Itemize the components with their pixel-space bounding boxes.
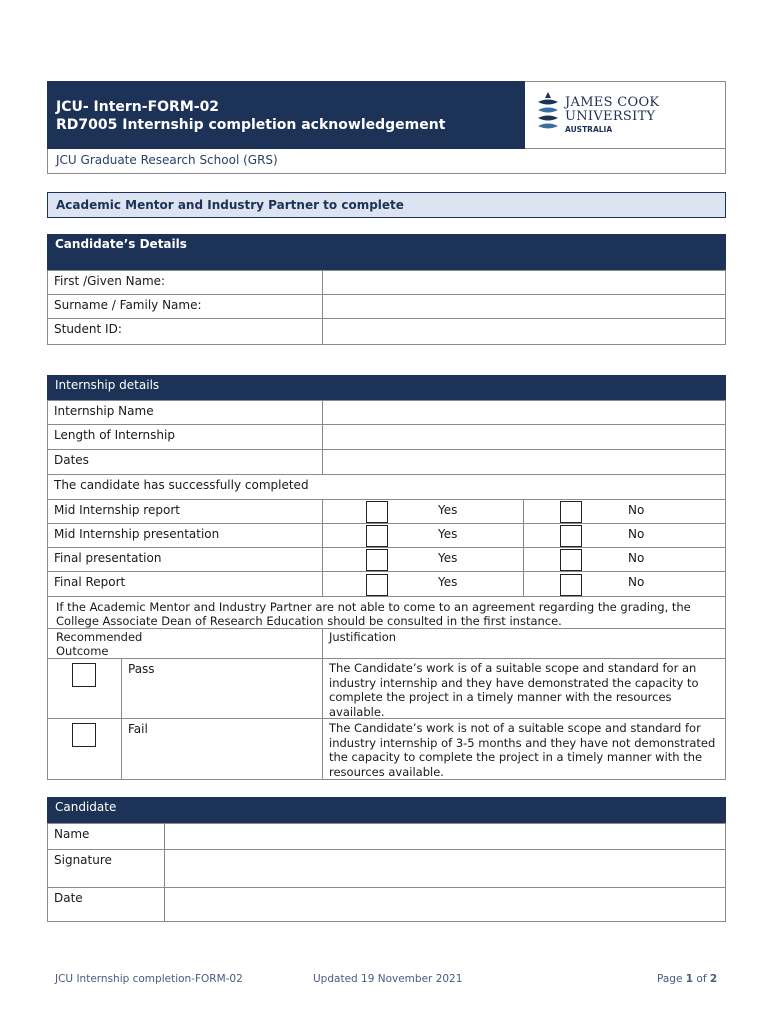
candidate-name-text: Name	[54, 827, 90, 841]
fail-justification-text: The Candidate’s work is not of a suitable scope and standard for industry internship of 3-5 months and they have not demonstrated the capacity to complete the project in a timely manner with the resources available.	[329, 721, 716, 779]
surname-input[interactable]	[322, 294, 726, 319]
item-1-no-checkbox[interactable]	[560, 501, 582, 523]
date-input[interactable]	[164, 887, 726, 922]
internship-name-input[interactable]	[322, 400, 726, 425]
surname-label	[47, 294, 323, 319]
pass-justification	[322, 658, 726, 719]
fail-label-cell	[121, 718, 323, 780]
student-id-label	[47, 318, 323, 345]
page-of: of	[693, 973, 710, 985]
grading-note	[47, 596, 726, 629]
signature-text: Signature	[54, 853, 112, 867]
justification-header-text: Justification	[329, 630, 397, 644]
item-label: Final presentation	[54, 551, 162, 565]
form-header	[47, 81, 525, 149]
dates-input[interactable]	[322, 449, 726, 475]
jcu-logo-icon	[535, 90, 561, 134]
student-id-text: Student ID:	[54, 322, 122, 336]
item-1-yes-checkbox[interactable]	[366, 501, 388, 523]
completed-row	[47, 474, 726, 500]
pass-justification-text: The Candidate’s work is of a suitable scope and standard for an industry internship and they have demonstrated the capacity to complete the project in a timely manner with the resources available.	[329, 661, 699, 719]
no-cell-4	[523, 571, 726, 597]
outcome-header-text: Recommended Outcome	[56, 630, 143, 658]
signature-label	[47, 849, 165, 888]
item-row-1	[47, 499, 323, 524]
item-3-no-checkbox[interactable]	[560, 549, 582, 571]
internship-length-text: Length of Internship	[54, 428, 175, 442]
banner-text: Academic Mentor and Industry Partner to complete	[56, 198, 404, 212]
first-name-text: First /Given Name:	[54, 274, 166, 288]
internship-length-input[interactable]	[322, 424, 726, 450]
form-title: RD7005 Internship completion acknowledgement	[56, 117, 446, 133]
footer-left: JCU Internship completion-FORM-02	[55, 973, 243, 985]
page-total: 2	[709, 973, 718, 985]
no-label: No	[628, 551, 645, 565]
no-cell-3	[523, 547, 726, 572]
school-name: JCU Graduate Research School (GRS)	[56, 153, 278, 167]
justification-header	[322, 628, 726, 659]
page-prefix: Page	[657, 973, 686, 985]
yes-label: Yes	[438, 503, 458, 517]
internship-header	[47, 375, 726, 400]
date-label	[47, 887, 165, 922]
candidate-details-header	[47, 234, 726, 270]
internship-title: Internship details	[55, 378, 160, 392]
yes-label: Yes	[438, 527, 458, 541]
item-row-3	[47, 547, 323, 572]
signature-input[interactable]	[164, 849, 726, 888]
footer-updated: Updated 19 November 2021	[313, 973, 463, 985]
logo-line1: JAMES COOK	[565, 95, 660, 110]
page-number	[657, 973, 717, 985]
no-cell-1	[523, 499, 726, 524]
item-3-yes-checkbox[interactable]	[366, 549, 388, 571]
item-2-no-checkbox[interactable]	[560, 525, 582, 547]
first-name-input[interactable]	[322, 270, 726, 295]
item-2-yes-checkbox[interactable]	[366, 525, 388, 547]
yes-cell-2	[322, 523, 524, 548]
yes-cell-1	[322, 499, 524, 524]
candidate-name-label	[47, 823, 165, 850]
item-label: Mid Internship presentation	[54, 527, 220, 541]
student-id-input[interactable]	[322, 318, 726, 345]
yes-cell-3	[322, 547, 524, 572]
candidate-header	[47, 797, 726, 823]
pass-label: Pass	[128, 662, 155, 676]
grading-note-text: If the Academic Mentor and Industry Partner are not able to come to an agreement regarding the grading, the College Associate Dean of Research Education should be consulted in the first instance.	[56, 600, 691, 628]
no-label: No	[628, 503, 645, 517]
candidate-details-title: Candidate’s Details	[55, 237, 187, 251]
candidate-name-input[interactable]	[164, 823, 726, 850]
pass-checkbox[interactable]	[72, 663, 96, 687]
item-row-2	[47, 523, 323, 548]
logo-box	[525, 81, 726, 149]
item-label: Final Report	[54, 575, 126, 589]
first-name-label	[47, 270, 323, 295]
internship-name-text: Internship Name	[54, 404, 154, 418]
internship-length-label	[47, 424, 323, 450]
yes-cell-4	[322, 571, 524, 597]
item-label: Mid Internship report	[54, 503, 180, 517]
logo-line3: AUSTRALIA	[565, 125, 613, 134]
dates-text: Dates	[54, 453, 89, 467]
date-text: Date	[54, 891, 83, 905]
item-4-yes-checkbox[interactable]	[366, 574, 388, 596]
form-code: JCU- Intern-FORM-02	[56, 99, 220, 115]
fail-label: Fail	[128, 722, 148, 736]
yes-label: Yes	[438, 551, 458, 565]
surname-text: Surname / Family Name:	[54, 298, 202, 312]
fail-justification	[322, 718, 726, 780]
logo-line2: UNIVERSITY	[565, 109, 656, 124]
yes-label: Yes	[438, 575, 458, 589]
pass-label-cell	[121, 658, 323, 719]
fail-checkbox[interactable]	[72, 723, 96, 747]
item-row-4	[47, 571, 323, 597]
complete-banner	[47, 192, 726, 218]
completed-label: The candidate has successfully completed	[54, 478, 309, 492]
candidate-title: Candidate	[55, 800, 117, 814]
internship-name-label	[47, 400, 323, 425]
outcome-header	[47, 628, 323, 659]
no-cell-2	[523, 523, 726, 548]
dates-label	[47, 449, 323, 475]
no-label: No	[628, 527, 645, 541]
item-4-no-checkbox[interactable]	[560, 574, 582, 596]
school-row	[47, 149, 726, 174]
page-num: 1	[685, 973, 694, 985]
no-label: No	[628, 575, 645, 589]
